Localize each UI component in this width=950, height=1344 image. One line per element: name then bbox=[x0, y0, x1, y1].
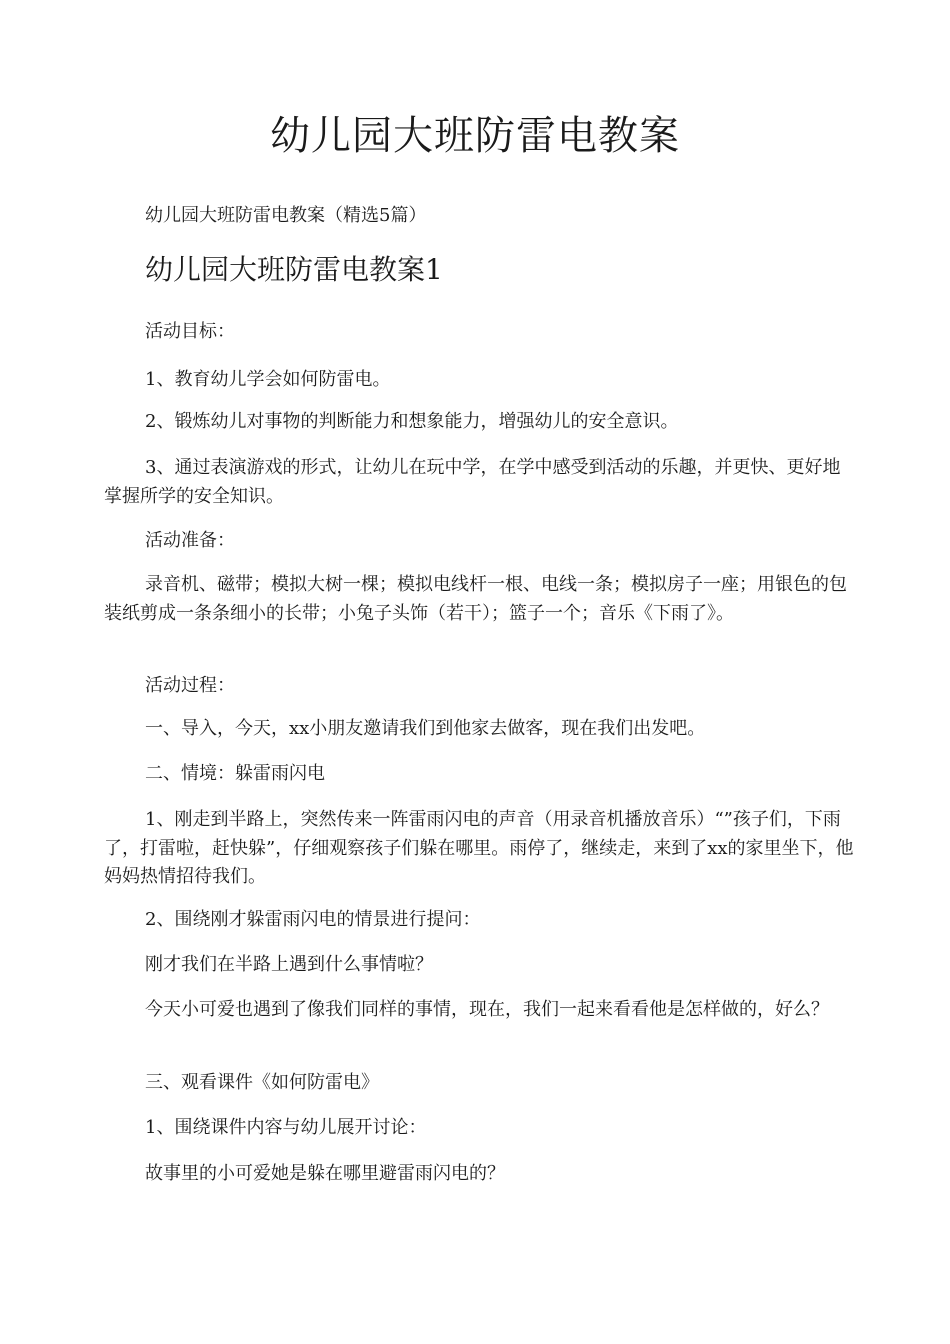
paragraph-question: 刚才我们在半路上遇到什么事情啦？ bbox=[145, 954, 433, 975]
paragraph-story-question: 故事里的小可爱她是躲在哪里避雷雨闪电的？ bbox=[145, 1163, 505, 1184]
paragraph-activity-goals: 活动目标： bbox=[145, 321, 235, 342]
paragraph-today: 今天小可爱也遇到了像我们同样的事情，现在，我们一起来看看他是怎样做的，好么？ bbox=[145, 999, 829, 1020]
paragraph-step-2-2: 2、围绕刚才躲雷雨闪电的情景进行提问： bbox=[145, 909, 481, 930]
paragraph-goal-1: 1、教育幼儿学会如何防雷电。 bbox=[145, 369, 391, 390]
paragraph-step-3-1: 1、围绕课件内容与幼儿展开讨论： bbox=[145, 1117, 427, 1138]
paragraph-activity-process: 活动过程： bbox=[145, 675, 235, 696]
paragraph-goal-3: 3、通过表演游戏的形式，让幼儿在玩中学，在学中感受到活动的乐趣，并更快、更好地掌握所学的安全知识。 bbox=[104, 457, 841, 507]
paragraph-activity-prep: 活动准备： bbox=[145, 530, 235, 551]
document-subtitle: 幼儿园大班防雷电教案（精选5篇） bbox=[145, 205, 427, 226]
paragraph-goal-2: 2、锻炼幼儿对事物的判断能力和想象能力，增强幼儿的安全意识。 bbox=[145, 411, 679, 432]
paragraph-step-1: 一、导入，今天，xx小朋友邀请我们到他家去做客，现在我们出发吧。 bbox=[145, 718, 706, 739]
paragraph-step-2: 二、情境：躲雷雨闪电 bbox=[145, 763, 325, 784]
section-heading: 幼儿园大班防雷电教案1 bbox=[145, 253, 443, 286]
paragraph-step-2-1: 1、刚走到半路上，突然传来一阵雷雨闪电的声音（用录音机播放音乐）“”孩子们，下雨了，打雷啦，赶快躲”，仔细观察孩子们躲在哪里。雨停了，继续走，来到了xx的家里坐下，他妈妈热情招待我们。 bbox=[104, 809, 854, 887]
paragraph-prep-materials: 录音机、磁带；模拟大树一棵；模拟电线杆一根、电线一条；模拟房子一座；用银色的包装纸剪成一条条细小的长带；小兔子头饰（若干）；篮子一个；音乐《下雨了》。 bbox=[104, 574, 847, 624]
paragraph-step-3: 三、观看课件《如何防雷电》 bbox=[145, 1072, 379, 1093]
document-title: 幼儿园大班防雷电教案 bbox=[270, 113, 680, 159]
